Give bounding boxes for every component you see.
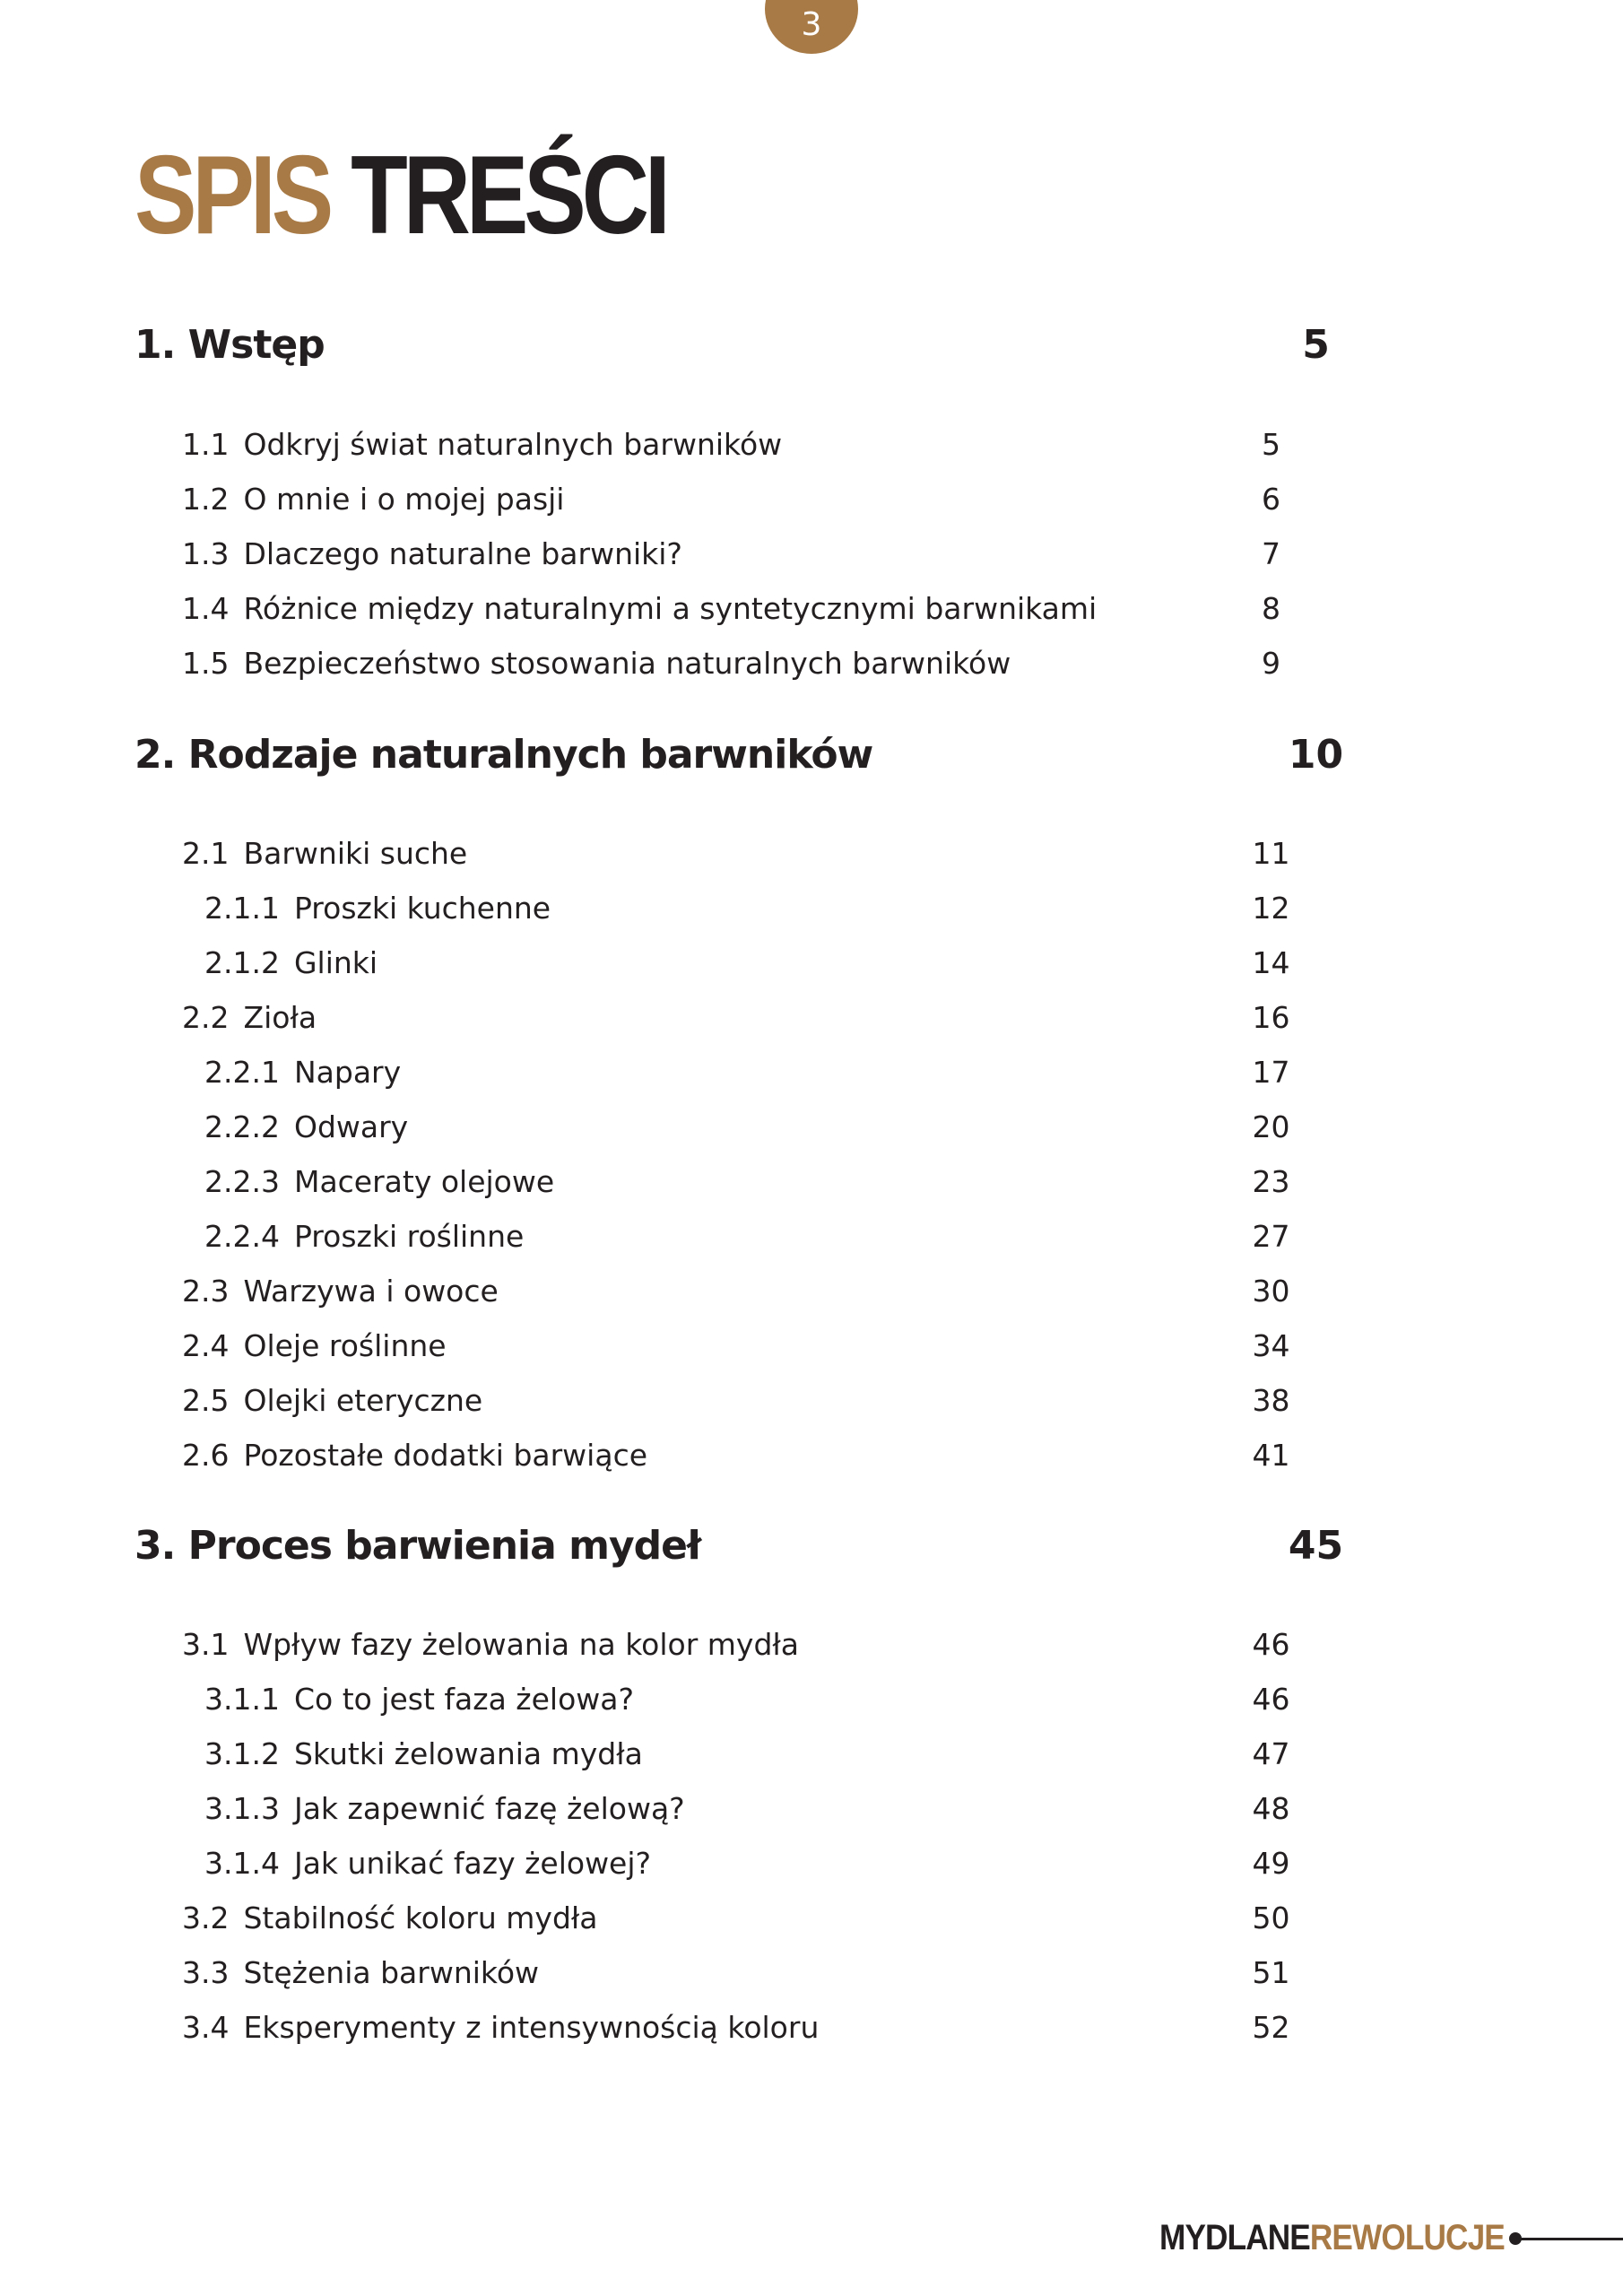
toc-entry-number: 2.2 — [182, 999, 230, 1035]
toc-entry-text: Warzywa i owoce — [243, 1273, 499, 1309]
footer-line — [1520, 2238, 1623, 2240]
page-title — [135, 133, 666, 258]
toc-entry-number: 2.2.1 — [204, 1054, 280, 1090]
toc-entry-text: Stabilność koloru mydła — [243, 1900, 598, 1935]
toc-entry[interactable] — [204, 1104, 1370, 1149]
toc-entry-number: 3.1.3 — [204, 1790, 280, 1826]
toc-entry[interactable] — [182, 1378, 1348, 1422]
toc-entry-number: 2.2.3 — [204, 1163, 280, 1199]
toc-entry-page: 23 — [1252, 1163, 1290, 1199]
toc-entry[interactable] — [204, 1676, 1370, 1721]
toc-entry-number: 2.1 — [182, 835, 230, 871]
toc-entry-number: 2.2.4 — [204, 1218, 280, 1254]
toc-entry[interactable] — [182, 1323, 1348, 1368]
toc-entry-page: 6 — [1262, 481, 1280, 517]
toc-entry-number: 3.1 — [182, 1626, 230, 1662]
toc-entry[interactable] — [204, 885, 1370, 930]
page-number: 3 — [801, 6, 822, 43]
toc-entry-text: Dlaczego naturalne barwniki? — [243, 535, 682, 571]
toc-entry-text: Glinki — [293, 944, 378, 980]
toc-entry-text: Stężenia barwników — [243, 1954, 540, 1990]
toc-entry-text: Jak unikać fazy żelowej? — [293, 1845, 652, 1881]
toc-entry-page: 17 — [1252, 1054, 1290, 1090]
toc-section-label: 1. Wstęp — [135, 321, 325, 368]
toc-entry[interactable] — [182, 2005, 1348, 2049]
toc-section-page: 10 — [1288, 731, 1344, 778]
brand-logo — [1159, 2215, 1505, 2260]
toc-entry-number: 3.2 — [182, 1900, 230, 1935]
toc-entry-text: Barwniki suche — [243, 835, 468, 871]
toc-section-2[interactable] — [135, 723, 1344, 786]
toc-entry-number: 2.2.2 — [204, 1109, 280, 1144]
toc-section-label: 3. Proces barwienia mydeł — [135, 1522, 701, 1569]
toc-entry-number: 3.4 — [182, 2009, 230, 2045]
toc-entry-page: 51 — [1252, 1954, 1290, 1990]
toc-entry-number: 1.3 — [182, 535, 230, 571]
toc-entry[interactable] — [182, 1950, 1348, 1995]
toc-entry[interactable] — [182, 1622, 1348, 1666]
toc-entry-text: Eksperymenty z intensywnością koloru — [243, 2009, 820, 2045]
toc-entry-text: Proszki roślinne — [293, 1218, 525, 1254]
toc-entry-text: Olejki eteryczne — [243, 1382, 483, 1418]
toc-entry-number: 1.1 — [182, 426, 230, 462]
toc-entry-number: 1.2 — [182, 481, 230, 517]
toc-entry[interactable] — [182, 1432, 1348, 1477]
toc-entry-number: 3.1.4 — [204, 1845, 280, 1881]
toc-entry[interactable] — [182, 476, 1348, 521]
toc-entry-text: O mnie i o mojej pasji — [243, 481, 565, 517]
toc-entry-text: Maceraty olejowe — [293, 1163, 555, 1199]
toc-entry-number: 2.5 — [182, 1382, 230, 1418]
toc-entry-page: 8 — [1262, 590, 1280, 626]
title-word-spis: SPIS — [135, 134, 330, 257]
toc-entry[interactable] — [204, 1840, 1370, 1885]
toc-entry-number: 2.4 — [182, 1327, 230, 1363]
toc-entry[interactable] — [182, 1268, 1348, 1313]
brand-part-rewolucje: REWOLUCJE — [1309, 2217, 1505, 2257]
toc-entry-page: 11 — [1252, 835, 1290, 871]
toc-entry-page: 47 — [1252, 1735, 1290, 1771]
toc-entry-page: 48 — [1252, 1790, 1290, 1826]
toc-entry[interactable] — [204, 1731, 1370, 1776]
toc-entry-text: Pozostałe dodatki barwiące — [243, 1437, 648, 1473]
toc-section-3[interactable] — [135, 1514, 1344, 1577]
toc-entry-text: Proszki kuchenne — [293, 890, 551, 926]
toc-entry-page: 7 — [1262, 535, 1280, 571]
toc-entry-page: 46 — [1252, 1626, 1290, 1662]
toc-entry[interactable] — [204, 1159, 1370, 1204]
toc-entry-text: Skutki żelowania mydła — [293, 1735, 643, 1771]
page-number-badge — [765, 0, 858, 54]
toc-entry[interactable] — [182, 1895, 1348, 1940]
toc-entry-text: Napary — [293, 1054, 402, 1090]
toc-section-page: 45 — [1288, 1522, 1344, 1569]
toc-entry-page: 50 — [1252, 1900, 1290, 1935]
toc-entry-text: Odkryj świat naturalnych barwników — [243, 426, 783, 462]
toc-entry-number: 2.1.2 — [204, 944, 280, 980]
toc-entry-text: Jak zapewnić fazę żelową? — [293, 1790, 685, 1826]
toc-entry-number: 3.1.1 — [204, 1681, 280, 1717]
toc-entry[interactable] — [204, 1049, 1370, 1094]
toc-entry-page: 5 — [1262, 426, 1280, 462]
title-word-tresci: TREŚCI — [351, 134, 666, 257]
toc-entry-page: 9 — [1262, 645, 1280, 681]
toc-entry-page: 38 — [1252, 1382, 1290, 1418]
toc-entry[interactable] — [182, 531, 1348, 576]
toc-entry-page: 49 — [1252, 1845, 1290, 1881]
toc-entry[interactable] — [182, 831, 1348, 875]
toc-entry[interactable] — [182, 995, 1348, 1039]
toc-section-1[interactable] — [135, 313, 1330, 376]
toc-entry[interactable] — [182, 422, 1348, 466]
toc-entry-text: Oleje roślinne — [243, 1327, 447, 1363]
toc-entry-page: 16 — [1252, 999, 1290, 1035]
toc-entry-number: 3.3 — [182, 1954, 230, 1990]
toc-entry-page: 52 — [1252, 2009, 1290, 2045]
toc-entry-text: Co to jest faza żelowa? — [293, 1681, 634, 1717]
toc-entry[interactable] — [204, 1786, 1370, 1831]
toc-entry-page: 20 — [1252, 1109, 1290, 1144]
toc-entry[interactable] — [204, 940, 1370, 985]
toc-entry-page: 27 — [1252, 1218, 1290, 1254]
toc-entry-number: 1.5 — [182, 645, 230, 681]
toc-entry-number: 2.3 — [182, 1273, 230, 1309]
toc-entry[interactable] — [204, 1213, 1370, 1258]
toc-entry-number: 3.1.2 — [204, 1735, 280, 1771]
toc-entry-page: 30 — [1252, 1273, 1290, 1309]
toc-section-label: 2. Rodzaje naturalnych barwników — [135, 731, 873, 778]
brand-part-mydlane: MYDLANE — [1159, 2217, 1310, 2257]
toc-entry-page: 12 — [1252, 890, 1290, 926]
toc-entry-text: Wpływ fazy żelowania na kolor mydła — [243, 1626, 800, 1662]
toc-entry-number: 2.6 — [182, 1437, 230, 1473]
toc-entry-page: 41 — [1252, 1437, 1290, 1473]
toc-entry-text: Odwary — [293, 1109, 409, 1144]
toc-entry-text: Różnice między naturalnymi a syntetycznymi barwnikami — [243, 590, 1098, 626]
toc-entry-page: 34 — [1252, 1327, 1290, 1363]
toc-entry-text: Zioła — [243, 999, 317, 1035]
toc-entry-number: 1.4 — [182, 590, 230, 626]
toc-entry-text: Bezpieczeństwo stosowania naturalnych barwników — [243, 645, 1011, 681]
toc-section-page: 5 — [1302, 321, 1330, 368]
toc-entry-number: 2.1.1 — [204, 890, 280, 926]
toc-entry-page: 46 — [1252, 1681, 1290, 1717]
toc-entry[interactable] — [182, 640, 1348, 685]
toc-entry[interactable] — [182, 586, 1348, 631]
toc-entry-page: 14 — [1252, 944, 1290, 980]
